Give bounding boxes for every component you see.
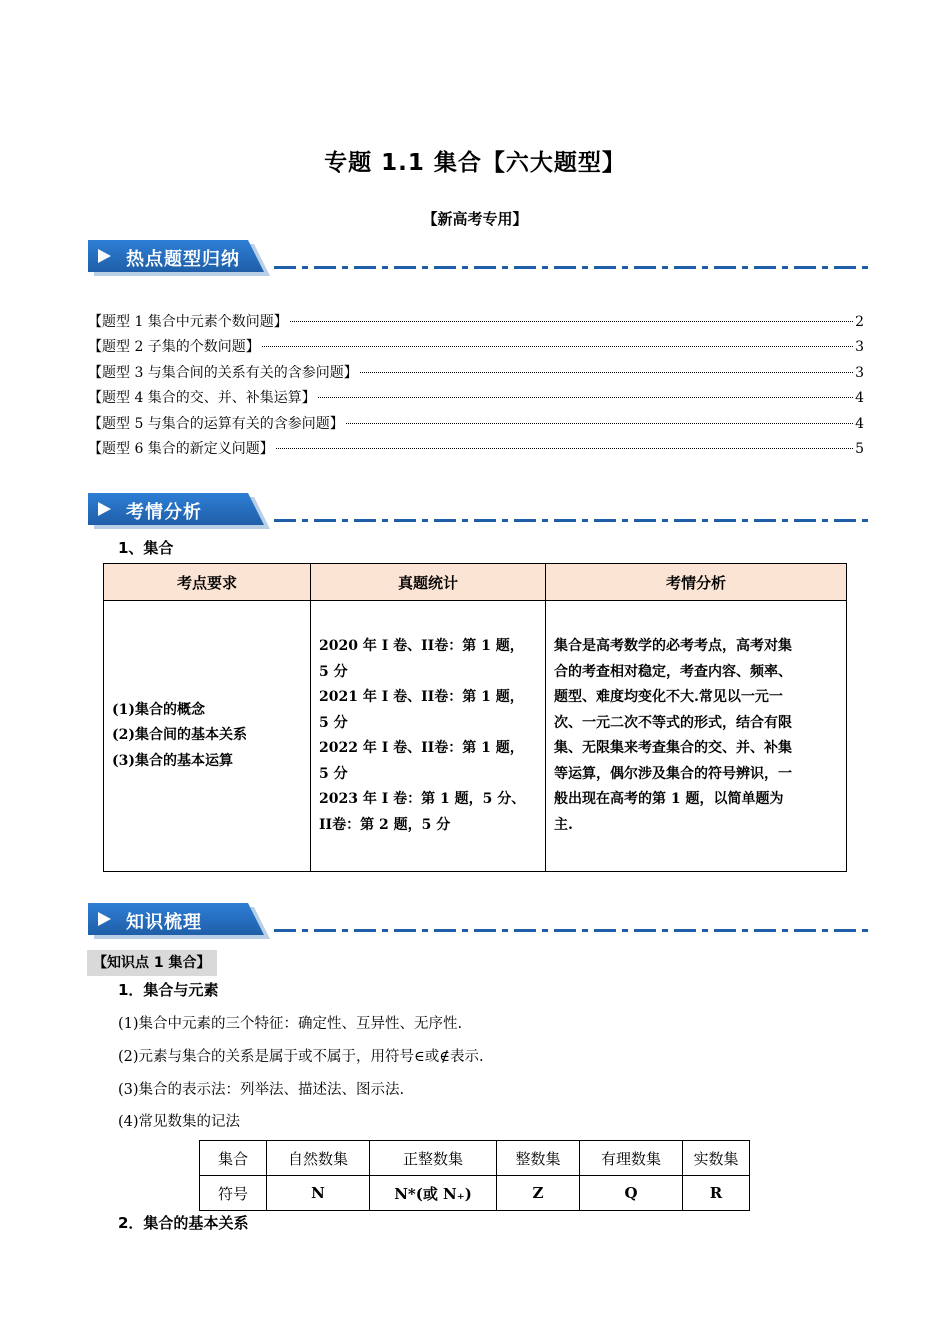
play-arrow-icon (98, 502, 111, 516)
toc-item[interactable]: 【题型 4 集合的交、并、补集运算】 4 (88, 390, 864, 407)
paragraph: (2)元素与集合的关系是属于或不属于，用符号∈或∉表示. (118, 1049, 484, 1065)
toc-item[interactable]: 【题型 5 与集合的运算有关的含参问题】 4 (88, 415, 864, 432)
table-of-contents (88, 310, 864, 462)
col-header: 真题统计 (311, 564, 546, 601)
table-cell: 符号 (200, 1176, 267, 1211)
toc-item[interactable]: 【题型 6 集合的新定义问题】 5 (88, 440, 864, 457)
number-sets-table (199, 1140, 750, 1211)
play-arrow-icon (98, 249, 111, 263)
col-header: 考情分析 (546, 564, 847, 601)
stats-cell: 2020 年 I 卷、II卷：第 1 题， 5 分 2021 年 I 卷、II卷：第 1 题， 5 分 2022 年 I 卷、II卷：第 1 题， 5 分 2023 年 I 卷：第 1 题，5 分、 II卷：第 2 题，5 分 (311, 601, 546, 872)
play-arrow-icon (98, 912, 111, 926)
table-cell: Z (497, 1176, 580, 1211)
section-banner-analysis (88, 493, 868, 529)
requirements-cell: (1)集合的概念 (2)集合间的基本关系 (3)集合的基本运算 (104, 601, 311, 872)
page-title: 专题 1.1 集合【六大题型】 (324, 150, 626, 176)
analysis-table (103, 563, 847, 872)
section-banner-hot (88, 240, 868, 276)
table-cell: 自然数集 (267, 1141, 370, 1176)
table-cell: R (683, 1176, 750, 1211)
table-cell: 实数集 (683, 1141, 750, 1176)
page-subtitle: 【新高考专用】 (422, 210, 528, 228)
table-cell: 集合 (200, 1141, 267, 1176)
col-header: 考点要求 (104, 564, 311, 601)
knowledge-heading-1: 1．集合与元素 (118, 981, 219, 999)
paragraph: (4)常见数集的记法 (118, 1114, 241, 1130)
toc-item[interactable]: 【题型 2 子集的个数问题】 3 (88, 339, 864, 356)
table-cell: Q (580, 1176, 683, 1211)
analysis-heading: 1、集合 (118, 539, 174, 557)
paragraph: (1)集合中元素的三个特征：确定性、互异性、无序性. (118, 1016, 463, 1032)
toc-item[interactable]: 【题型 1 集合中元素个数问题】 2 (88, 314, 864, 330)
banner-label: 知识梳理 (126, 912, 202, 933)
paragraph: (3)集合的表示法：列举法、描述法、图示法. (118, 1082, 405, 1098)
knowledge-point-tag: 【知识点 1 集合】 (87, 950, 217, 976)
table-cell: N*(或 N₊) (370, 1176, 497, 1211)
dash-divider (274, 519, 868, 522)
table-cell: 有理数集 (580, 1141, 683, 1176)
section-banner-knowledge (88, 903, 868, 939)
banner-label: 热点题型归纳 (126, 249, 240, 270)
dash-divider (274, 266, 868, 269)
banner-label: 考情分析 (126, 502, 202, 523)
knowledge-heading-2: 2．集合的基本关系 (118, 1214, 249, 1232)
table-cell: 正整数集 (370, 1141, 497, 1176)
table-cell: 整数集 (497, 1141, 580, 1176)
toc-item[interactable]: 【题型 3 与集合间的关系有关的含参问题】 3 (88, 364, 864, 381)
analysis-cell: 集合是高考数学的必考考点，高考对集 合的考查相对稳定，考查内容、频率、 题型、难度均变化不大.常见以一元一 次、一元二次不等式的形式，结合有限 集、无限集来考查集合的交、并、补集 等运算，偶尔涉及集合的符号辨识，一 般出现在高考的第 1 题，以简单题为 主. (546, 601, 847, 872)
table-cell: N (267, 1176, 370, 1211)
dash-divider (274, 929, 868, 932)
